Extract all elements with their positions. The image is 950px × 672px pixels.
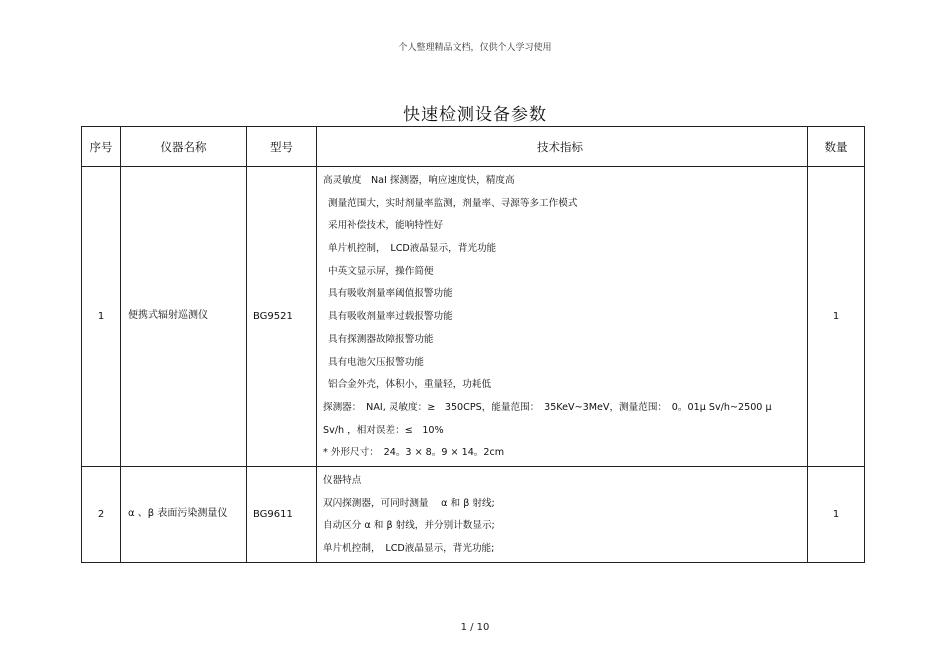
- spec-line: 测量范围大，实时剂量率监测，剂量率、寻源等多工作模式: [328, 197, 578, 209]
- spec-line: * 外形尺寸： 24。3 × 8。9 × 14。2cm: [323, 447, 505, 459]
- instrument-name: [121, 167, 247, 467]
- spec-line: 铝合金外壳，体积小，重量轻，功耗低: [328, 379, 492, 391]
- instrument-name: [121, 466, 247, 562]
- spec-line: 双闪探测器，可同时测量 α 和 β 射线;: [323, 497, 495, 509]
- row-number: 2: [82, 466, 121, 562]
- document-title: 快速检测设备参数: [403, 105, 547, 125]
- page-header-note: 个人整理精品文档，仅供个人学习使用: [398, 43, 552, 53]
- instrument-name-text: α 、β 表面污染测量仪: [128, 508, 228, 520]
- spec-list: [323, 467, 803, 562]
- spec-line: Sv/h ，相对误差：≤ 10%: [323, 424, 444, 436]
- table-row: [82, 167, 865, 467]
- header-quantity: 数量: [808, 127, 865, 167]
- spec-list: [323, 167, 803, 466]
- spec-line: 具有吸收剂量率过载报警功能: [328, 311, 453, 323]
- header-number: 序号: [82, 127, 121, 167]
- technical-specs: [317, 466, 808, 562]
- spec-line: 具有探测器故障报警功能: [328, 333, 434, 345]
- spec-line: 自动区分 α 和 β 射线，并分别计数显示;: [323, 520, 495, 532]
- table-header-row: [82, 127, 865, 167]
- spec-line: 高灵敏度 NaI 探测器，响应速度快，精度高: [323, 175, 515, 186]
- spec-line: 具有电池欠压报警功能: [328, 356, 424, 368]
- spec-line: 仪器特点: [323, 474, 362, 486]
- spec-line: 具有吸收剂量率阈值报警功能: [328, 288, 453, 300]
- row-number: 1: [82, 167, 121, 467]
- technical-specs: [317, 167, 808, 467]
- header-technical-specs: 技术指标: [317, 127, 808, 167]
- spec-line: 中英文显示屏，操作简便: [328, 265, 434, 277]
- page-number: 1 / 10: [460, 622, 490, 633]
- instrument-name-text: 便携式辐射巡测仪: [128, 310, 208, 322]
- header-instrument-name: 仪器名称: [121, 127, 247, 167]
- instrument-model: BG9521: [247, 167, 317, 467]
- header-model: 型号: [247, 127, 317, 167]
- equipment-parameter-table: [81, 126, 865, 563]
- table-row: [82, 466, 865, 562]
- quantity: 1: [808, 167, 865, 467]
- spec-line: 单片机控制， LCD液晶显示，背光功能: [328, 243, 497, 255]
- quantity: 1: [808, 466, 865, 562]
- instrument-model: BG9611: [247, 466, 317, 562]
- spec-line: 单片机控制， LCD液晶显示，背光功能;: [323, 543, 495, 554]
- spec-line: 采用补偿技术，能响特性好: [328, 220, 444, 232]
- spec-line: 探测器： NAI, 灵敏度：≥ 350CPS，能量范围： 35KeV~3MeV，测量范围： 0。01μ Sv/h~2500 μ: [323, 401, 772, 413]
